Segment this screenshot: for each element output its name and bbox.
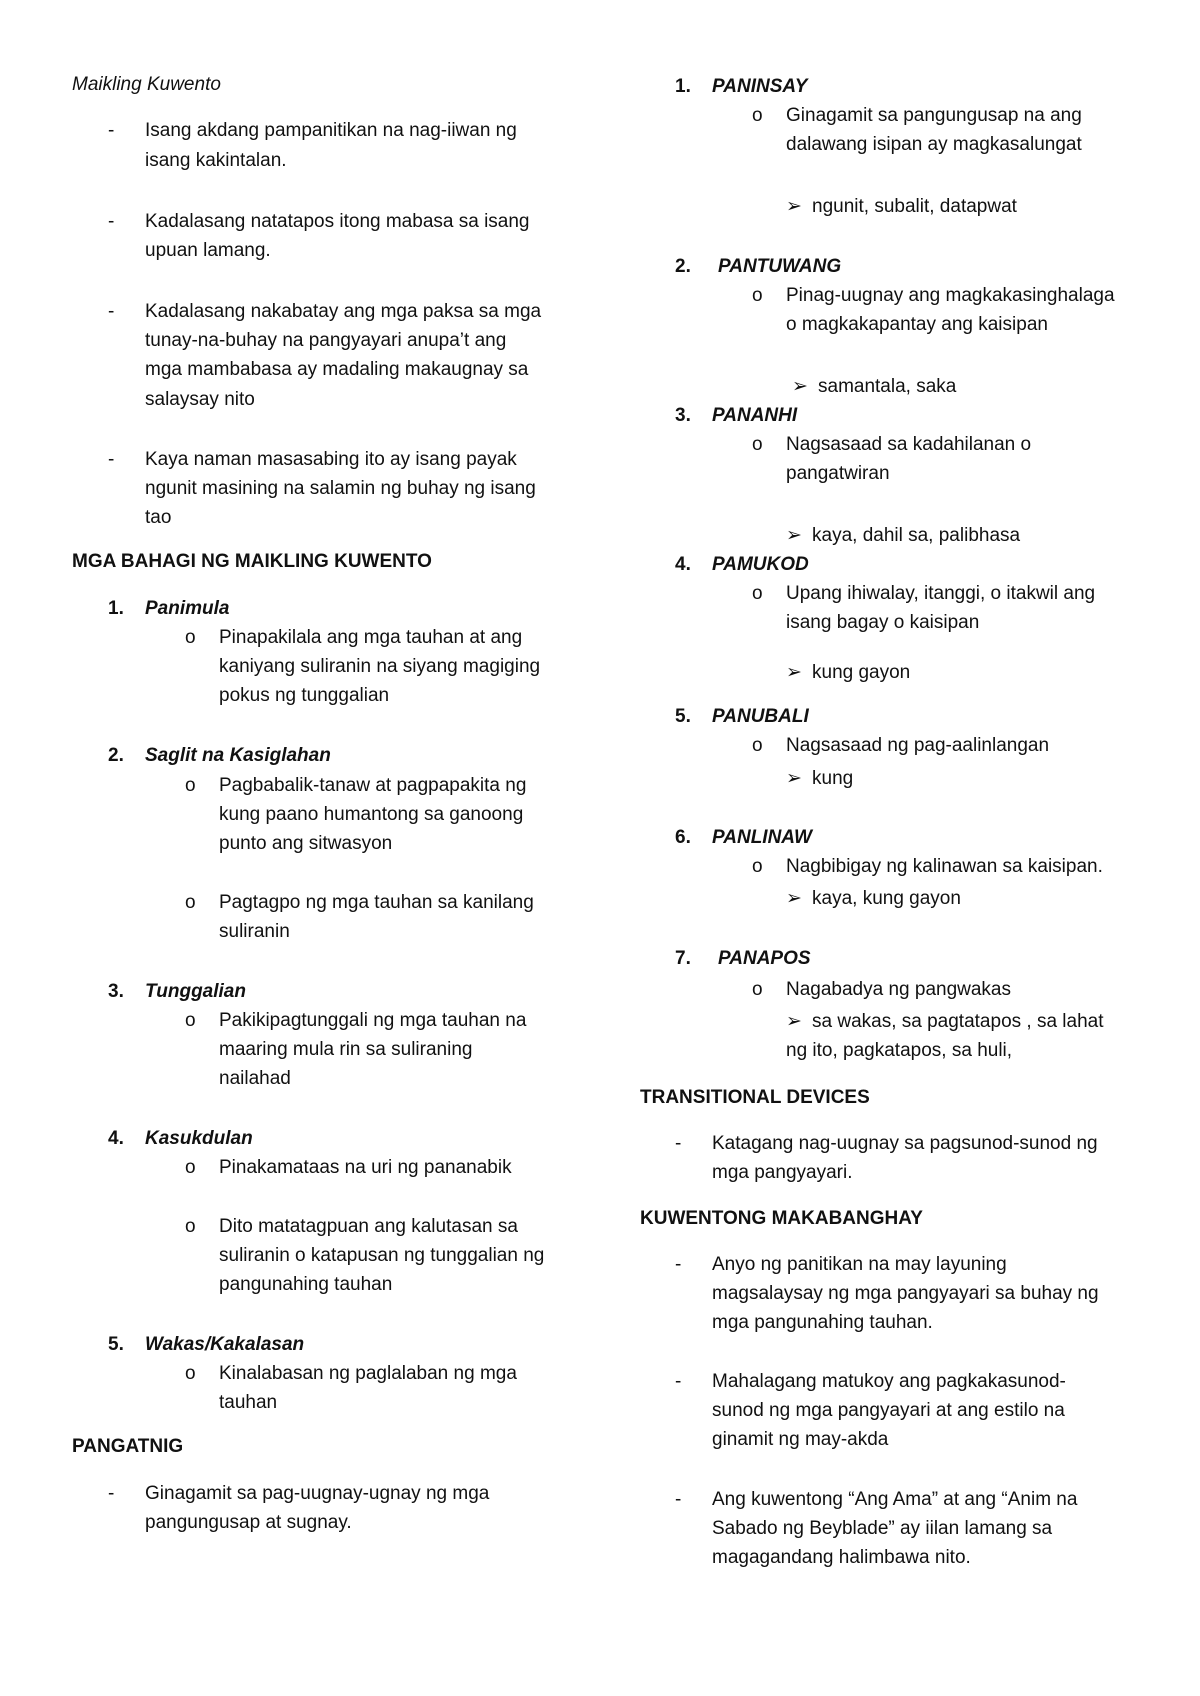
type-example: kung xyxy=(812,768,854,789)
list-item-line: pangungusap at sugnay. xyxy=(145,1512,352,1533)
arrow-bullet-icon: ➢ xyxy=(786,525,802,546)
list-item-line: mga pangunahing tauhan. xyxy=(712,1312,933,1333)
list-item-line: Isang akdang pampanitikan na nag-iiwan ng xyxy=(145,120,517,141)
part-title: Kasukdulan xyxy=(145,1128,253,1149)
sub-item-line: suliranin o katapusan ng tunggalian ng xyxy=(219,1245,545,1266)
part-title: Saglit na Kasiglahan xyxy=(145,745,331,766)
list-number: 3. xyxy=(675,405,691,426)
bullet-marker: o xyxy=(752,583,763,604)
type-title: PANANHI xyxy=(712,405,798,426)
bullet-marker: o xyxy=(752,434,763,455)
section-heading: KUWENTONG MAKABANGHAY xyxy=(640,1208,923,1229)
sub-item-line: Pagtagpo ng mga tauhan sa kanilang xyxy=(219,892,534,913)
list-item-line: isang kakintalan. xyxy=(145,150,287,171)
section-heading: MGA BAHAGI NG MAIKLING KUWENTO xyxy=(72,551,432,572)
type-title: PANINSAY xyxy=(712,76,808,97)
type-title: PAMUKOD xyxy=(712,554,809,575)
list-number: 1. xyxy=(675,76,691,97)
type-desc-line: Nagsasaad sa kadahilanan o xyxy=(786,434,1032,455)
sub-item-line: nailahad xyxy=(219,1068,291,1089)
dash-marker: - xyxy=(675,1133,682,1154)
type-desc-line: Nagabadya ng pangwakas xyxy=(786,979,1012,1000)
type-title: PANLINAW xyxy=(712,827,812,848)
dash-marker: - xyxy=(675,1489,682,1510)
type-title: PANUBALI xyxy=(712,706,809,727)
part-title: Panimula xyxy=(145,598,230,619)
bullet-marker: o xyxy=(185,627,196,648)
type-desc-line: o magkakapantay ang kaisipan xyxy=(786,314,1048,335)
bullet-marker: o xyxy=(185,775,196,796)
list-number: 1. xyxy=(108,598,124,619)
sub-item-line: kaniyang suliranin na siyang magiging xyxy=(219,656,541,677)
type-title: PANTUWANG xyxy=(718,256,842,277)
type-desc-line: isang bagay o kaisipan xyxy=(786,612,980,633)
bullet-marker: o xyxy=(752,105,763,126)
list-item-line: tao xyxy=(145,507,172,528)
type-example: kung gayon xyxy=(812,662,911,683)
dash-marker: - xyxy=(108,211,115,232)
list-item-line: Mahalagang matukoy ang pagkakasunod- xyxy=(712,1371,1066,1392)
sub-item-line: Pakikipagtunggali ng mga tauhan na xyxy=(219,1010,527,1031)
arrow-bullet-icon: ➢ xyxy=(786,196,802,217)
arrow-bullet-icon: ➢ xyxy=(786,768,802,789)
arrow-bullet-icon: ➢ xyxy=(786,1011,802,1032)
list-item-line: Kadalasang natatapos itong mabasa sa isang xyxy=(145,211,530,232)
list-item-line: upuan lamang. xyxy=(145,240,271,261)
list-item-line: Ang kuwentong “Ang Ama” at ang “Anim na xyxy=(712,1489,1078,1510)
section-heading: TRANSITIONAL DEVICES xyxy=(640,1087,870,1108)
list-item-line: mga pangyayari. xyxy=(712,1162,853,1183)
sub-item-line: punto ang sitwasyon xyxy=(219,833,393,854)
list-item-line: mga mambabasa ay madaling makaugnay sa xyxy=(145,359,529,380)
sub-item-line: Dito matatagpuan ang kalutasan sa xyxy=(219,1216,518,1237)
list-number: 7. xyxy=(675,948,691,969)
type-example: samantala, saka xyxy=(818,376,957,397)
dash-marker: - xyxy=(675,1254,682,1275)
list-number: 4. xyxy=(108,1128,124,1149)
bullet-marker: o xyxy=(185,1010,196,1031)
list-item-line: salaysay nito xyxy=(145,389,255,410)
sub-item-line: kung paano humantong sa ganoong xyxy=(219,804,524,825)
sub-item-line: Pagbabalik-tanaw at pagpapakita ng xyxy=(219,775,527,796)
arrow-bullet-icon: ➢ xyxy=(792,376,808,397)
list-item-line: sunod ng mga pangyayari at ang estilo na xyxy=(712,1400,1065,1421)
sub-item-line: suliranin xyxy=(219,921,290,942)
list-number: 3. xyxy=(108,981,124,1002)
bullet-marker: o xyxy=(185,1157,196,1178)
type-desc-line: dalawang isipan ay magkasalungat xyxy=(786,134,1082,155)
list-item-line: Katagang nag-uugnay sa pagsunod-sunod ng xyxy=(712,1133,1098,1154)
list-item-line: ginamit ng may-akda xyxy=(712,1429,889,1450)
type-example: ngunit, subalit, datapwat xyxy=(812,196,1017,217)
type-example: sa wakas, sa pagtatapos , sa lahat xyxy=(812,1011,1104,1032)
sub-item-line: pokus ng tunggalian xyxy=(219,685,390,706)
list-item-line: Anyo ng panitikan na may layuning xyxy=(712,1254,1007,1275)
dash-marker: - xyxy=(675,1371,682,1392)
list-item-line: Ginagamit sa pag-uugnay-ugnay ng mga xyxy=(145,1483,490,1504)
list-item-line: tunay-na-buhay na pangyayari anupa’t ang xyxy=(145,330,507,351)
list-number: 2. xyxy=(108,745,124,766)
part-title: Tunggalian xyxy=(145,981,246,1002)
type-desc-line: Upang ihiwalay, itanggi, o itakwil ang xyxy=(786,583,1096,604)
list-item-line: ngunit masining na salamin ng buhay ng isang xyxy=(145,478,536,499)
part-title: Wakas/Kakalasan xyxy=(145,1334,305,1355)
bullet-marker: o xyxy=(752,856,763,877)
type-example: kaya, kung gayon xyxy=(812,888,961,909)
list-number: 5. xyxy=(675,706,691,727)
type-desc-line: Ginagamit sa pangungusap na ang xyxy=(786,105,1082,126)
arrow-bullet-icon: ➢ xyxy=(786,662,802,683)
type-example: kaya, dahil sa, palibhasa xyxy=(812,525,1021,546)
list-item-line: magsalaysay ng mga pangyayari sa buhay ng xyxy=(712,1283,1099,1304)
section-heading: PANGATNIG xyxy=(72,1436,184,1457)
list-number: 2. xyxy=(675,256,691,277)
document-title: Maikling Kuwento xyxy=(72,74,221,95)
type-desc-line: pangatwiran xyxy=(786,463,890,484)
type-desc-line: Pinag-uugnay ang magkakasinghalaga xyxy=(786,285,1115,306)
dash-marker: - xyxy=(108,301,115,322)
bullet-marker: o xyxy=(185,1363,196,1384)
arrow-bullet-icon: ➢ xyxy=(786,888,802,909)
sub-item-line: Pinakamataas na uri ng pananabik xyxy=(219,1157,512,1178)
list-item-line: Kadalasang nakabatay ang mga paksa sa mga xyxy=(145,301,542,322)
list-item-line: Sabado ng Beyblade” ay iilan lamang sa xyxy=(712,1518,1053,1539)
sub-item-line: maaring mula rin sa suliraning xyxy=(219,1039,473,1060)
bullet-marker: o xyxy=(752,735,763,756)
bullet-marker: o xyxy=(185,1216,196,1237)
list-number: 6. xyxy=(675,827,691,848)
type-desc-line: Nagsasaad ng pag-aalinlangan xyxy=(786,735,1050,756)
type-title: PANAPOS xyxy=(718,948,811,969)
list-number: 5. xyxy=(108,1334,124,1355)
bullet-marker: o xyxy=(752,285,763,306)
type-example: ng ito, pagkatapos, sa huli, xyxy=(786,1040,1013,1061)
bullet-marker: o xyxy=(752,979,763,1000)
bullet-marker: o xyxy=(185,892,196,913)
sub-item-line: Pinapakilala ang mga tauhan at ang xyxy=(219,627,523,648)
sub-item-line: Kinalabasan ng paglalaban ng mga xyxy=(219,1363,517,1384)
list-item-line: magagandang halimbawa nito. xyxy=(712,1547,971,1568)
sub-item-line: tauhan xyxy=(219,1392,278,1413)
list-number: 4. xyxy=(675,554,691,575)
dash-marker: - xyxy=(108,1483,115,1504)
list-item-line: Kaya naman masasabing ito ay isang payak xyxy=(145,449,517,470)
dash-marker: - xyxy=(108,449,115,470)
dash-marker: - xyxy=(108,120,115,141)
type-desc-line: Nagbibigay ng kalinawan sa kaisipan. xyxy=(786,856,1103,877)
sub-item-line: pangunahing tauhan xyxy=(219,1274,393,1295)
